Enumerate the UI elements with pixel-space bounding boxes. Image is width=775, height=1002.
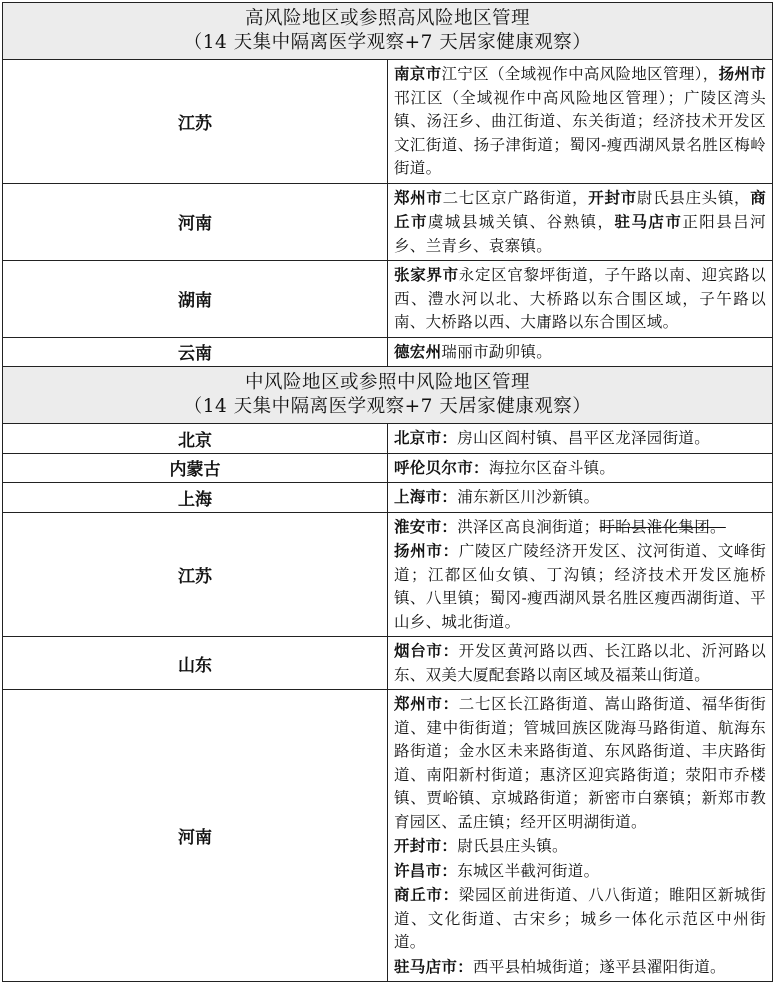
province-cell: 山东	[3, 637, 388, 690]
province-cell: 上海	[3, 483, 388, 513]
city-paragraph	[394, 692, 766, 834]
high-risk-header	[3, 3, 773, 60]
district-list: 广陵区广陵经济开发区、汶河街道、文峰街道；江都区仙女镇、丁沟镇；经济技术开发区施桥镇、八里镇；蜀冈-瘦西湖风景名胜区瘦西湖街道、平山乡、城北街道。	[394, 542, 766, 631]
high-risk-row	[3, 60, 773, 184]
city-name: 北京市：	[394, 428, 458, 447]
high-risk-header-row	[3, 3, 773, 60]
city-paragraph	[394, 834, 766, 859]
city-paragraph	[394, 515, 766, 540]
province-cell: 江苏	[3, 512, 388, 637]
area-cell	[388, 337, 773, 367]
city-paragraph	[394, 639, 766, 687]
area-cell	[388, 261, 773, 338]
province-cell: 内蒙古	[3, 453, 388, 483]
district-list: 浦东新区川沙新镇。	[457, 488, 600, 506]
city-name: 郑州市：	[394, 694, 459, 713]
section-title: 高风险地区或参照高风险地区管理	[244, 8, 530, 29]
city-name: 商丘市	[394, 187, 767, 231]
district-list: 开发区黄河路以西、长江路以北、沂河路以东、双美大厦配套路以南区域及福莱山街道。	[394, 642, 766, 684]
district-list: 西平县柏城街道；遂平县濯阳街道。	[473, 957, 726, 976]
city-name: 许昌市：	[394, 860, 458, 880]
city-name: 烟台市：	[394, 641, 459, 660]
province-cell: 河南	[3, 183, 388, 261]
section-title: 中风险地区或参照中风险地区管理	[244, 372, 530, 393]
province-cell: 云南	[3, 337, 388, 367]
area-cell	[388, 637, 773, 690]
medium-risk-row	[3, 512, 773, 637]
city-name: 驻马店市：	[394, 956, 474, 976]
district-list: 海拉尔区奋斗镇。	[488, 458, 616, 477]
province-cell: 湖南	[3, 261, 388, 338]
area-cell	[388, 483, 773, 513]
area-cell	[388, 453, 773, 483]
risk-area-table	[2, 2, 773, 982]
area-cell	[388, 183, 773, 261]
city-name: 上海市：	[394, 487, 458, 506]
city-paragraph	[394, 883, 766, 955]
province-cell: 河南	[3, 690, 388, 982]
district-list: 邗江区（全域视作中高风险地区管理）；广陵区湾头镇、汤汪乡、曲江街道、东关街道；经济技术开发区文汇街道、扬子津街道；蜀冈-瘦西湖风景名胜区梅岭街道。	[394, 88, 766, 177]
district-list: 瑞丽市勐卯镇。	[441, 342, 553, 361]
province-cell: 北京	[3, 424, 388, 454]
district-list: 正阳县吕河乡、兰青乡、袁寨镇。	[394, 213, 766, 255]
city-name: 德宏州	[394, 341, 442, 361]
district-list: 永定区官黎坪街道，子午路以南、迎宾路以西、澧水河以北、大桥路以东合围区域，子午路以南、大桥路以西、大庸路以东合围区域。	[394, 266, 766, 331]
medium-risk-header	[3, 367, 773, 424]
struck-area: 盱眙县淮化集团。	[599, 517, 726, 536]
area-cell	[388, 690, 773, 982]
district-list: 东城区半截河街道。	[457, 861, 600, 880]
district-list: 洪泽区高良涧街道；	[457, 517, 600, 536]
city-paragraph	[394, 485, 766, 510]
area-cell	[388, 424, 773, 454]
medium-risk-row	[3, 453, 773, 483]
city-name: 商丘市：	[394, 885, 459, 904]
area-cell	[388, 60, 773, 184]
city-paragraph	[394, 859, 766, 884]
city-name: 淮安市：	[394, 516, 458, 536]
high-risk-row	[3, 183, 773, 261]
medium-risk-row	[3, 637, 773, 690]
district-list: 房山区阎村镇、昌平区龙泽园街道。	[457, 429, 711, 447]
province-cell: 江苏	[3, 60, 388, 184]
city-paragraph	[394, 456, 766, 481]
district-list: 二七区京广路街道，	[442, 188, 589, 207]
medium-risk-header-row	[3, 367, 773, 424]
district-list: 江宁区（全域视作中高风险地区管理），	[441, 65, 719, 83]
city-name: 南京市	[394, 64, 442, 83]
city-name: 扬州市	[718, 64, 767, 83]
high-risk-row	[3, 337, 773, 367]
district-list: 二七区长江路街道、嵩山路街道、福华街街道、建中街街道；管城回族区陇海马路街道、航海东路街道；金水区未来路街道、东风路街道、丰庆路街道、南阳新村街道；惠济区迎宾路街道；荥阳市乔楼镇、贾峪镇、京城路街道；新密市白寨镇；新郑市教育园区、孟庄镇；经开区明湖街道。	[394, 695, 766, 831]
city-paragraph	[394, 426, 766, 451]
district-list: 梁园区前进街道、八八街道；睢阳区新城街道、文化街道、古宋乡；城乡一体化示范区中州街道。	[394, 886, 766, 951]
district-list: 虞城县城关镇、谷熟镇，	[427, 213, 615, 231]
city-name: 驻马店市	[614, 212, 683, 231]
city-name: 呼伦贝尔市：	[394, 457, 489, 477]
section-subtitle: （14 天集中隔离医学观察+7 天居家健康观察）	[183, 396, 592, 417]
city-name: 张家界市	[394, 265, 459, 284]
medium-risk-row	[3, 483, 773, 513]
area-cell	[388, 512, 773, 637]
city-name: 扬州市：	[394, 541, 459, 560]
district-list: 尉氏县庄头镇。	[457, 837, 568, 855]
medium-risk-row	[3, 690, 773, 982]
section-subtitle: （14 天集中隔离医学观察+7 天居家健康观察）	[183, 32, 592, 53]
city-name: 郑州市	[394, 187, 443, 207]
city-name: 开封市	[588, 187, 637, 207]
district-list: 尉氏县庄头镇，	[636, 188, 751, 207]
city-name: 开封市：	[394, 836, 458, 855]
high-risk-row	[3, 261, 773, 338]
city-paragraph	[394, 955, 766, 980]
city-paragraph	[394, 539, 766, 634]
medium-risk-row	[3, 424, 773, 454]
